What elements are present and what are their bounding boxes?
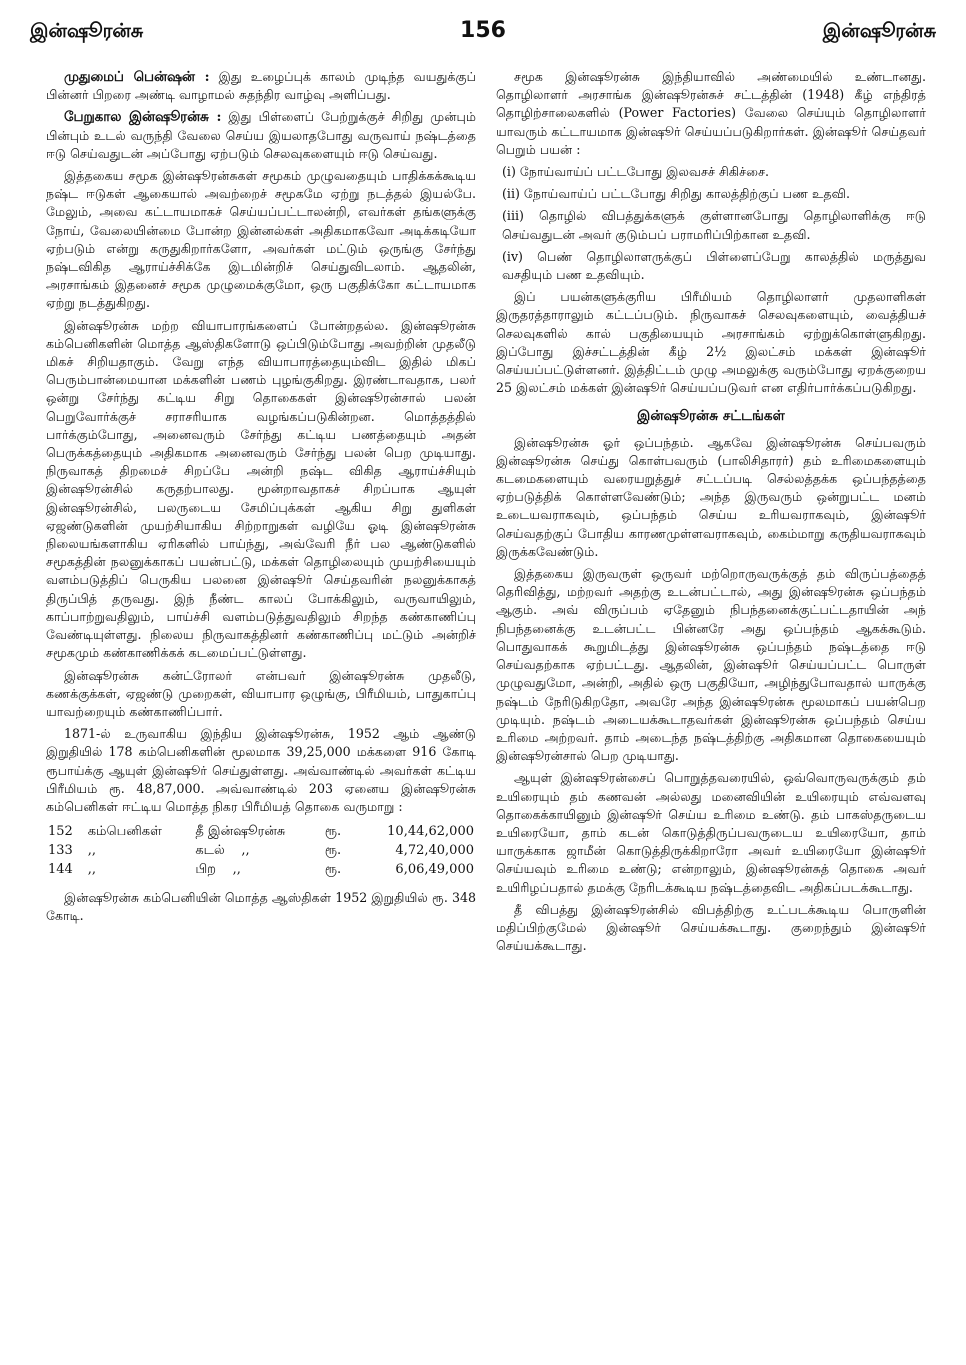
insurance-type: தீ இன்ஷூரன்சு — [195, 824, 286, 840]
benefits-list — [496, 163, 926, 284]
paragraph-contract-formation: இத்தகைய இருவருள் ஒருவர் மற்றொருவருக்குத் தம் விருப்பத்தைத் தெரிவித்து, மற்றவர் அதற்கு உடன்பட்டால், அது இன்ஷூரன்சு ஒப்பந்தம் ஆகும். அவ் விருப்பம் ஏதேனும் நிபந்தனைக்குட்பட்டதாயின் அந் நிபந்தனைக்கு உடன்பட்ட பின்னரே அது ஒப்பந்தம் ஆகக்கூடும். பொதுவாகக் கூறுமிடத்து இன்ஷூரன்சு ஒப்பந்தம் நஷ்டத்தை ஈடு செய்வதற்காக ஏற்பட்டது. ஆதலின், இன்ஷூர் செய்யப்பட்ட பொருள் முழுவதுமோ, அன்றி, அதில் ஒரு பகுதியோ, அழிந்துபோவதால் யாருக்கு நஷ்டம் நேரிடுகிறதோ, அவரே அந்த இன்ஷூரன்சு மூலமாகப் பயன்பெற முடியும். நஷ்டம் அடையக்கூடாதவர்கள் இன்ஷூரன்சு ஒப்பந்தம் செய்ய உரிமை அற்றவர். தாம் அடைந்த நஷ்டத்திற்கு அதிகமான தொகையையும் இன்ஷூரன்சால் பெற முடியாது. — [496, 566, 926, 764]
running-head-right: இன்ஷூரன்சு — [822, 20, 936, 42]
term-maternity-insurance: பேறுகால இன்ஷூரன்சு : — [64, 109, 222, 126]
list-item: (iv) பெண் தொழிலாளருக்குப் பிள்ளைப்பேறு காலத்தில் மருத்துவ வசதியும் பண உதவியும். — [502, 248, 926, 283]
paragraph-fire-insurance: தீ விபத்து இன்ஷூரன்சில் விபத்திற்கு உட்படக்கூடிய பொருளின் மதிப்பிற்குமேல் இன்ஷூர் செய்யக்கூடாது. குறைந்தும் இன்ஷூர் செய்யக்கூடாது. — [496, 901, 926, 954]
company-count: 133 — [48, 843, 73, 859]
paragraph-old-age-pension — [46, 68, 476, 104]
paragraph-insurance-contract: இன்ஷூரன்சு ஓர் ஒப்பந்தம். ஆகவே இன்ஷூரன்சு செய்பவரும் இன்ஷூரன்சு செய்து கொள்பவரும் (பாலிசிதாரர்) தம் உரிமைகளையும் கடமைகளையும் வரையறுத்துச் சட்டப்படி செல்லத்தக்க ஒப்பந்தத்தை ஏற்படுத்திக் கொள்ளவேண்டும்; அந்த இருவரும் ஒன்றுபட்ட மனம் உடையவராகவும், ஒப்பந்தம் செய்ய உரியவராகவும், இன்ஷூர் செய்வதற்குப் போதிய காரணமுள்ளவராகவும், கைம்மாறு கருதியவராகவும் இருக்கவேண்டும். — [496, 434, 926, 559]
insurance-type — [193, 841, 323, 860]
page-number: 156 — [460, 18, 506, 43]
paragraph-premium-sharing: இப் பயன்களுக்குரிய பிரீமியம் தொழிலாளர் முதலாளிகள் இருதரத்தாராலும் கட்டப்படும். நிருவாகச் செலவுகளையும், வைத்தியச் செலவுகளில் கால் பகுதியையும் அரசாங்கம் ஏற்றுக்கொள்ளுகிறது. இப்போது இச்சட்டத்தின் கீழ் 2½ இலட்சம் மக்கள் இன்ஷூர் செய்யப்பட்டுள்ளனர். இத்திட்டம் முழு அமலுக்கு வரும்போது ஏறக்குறைய 25 இலட்சம் மக்கள் இன்ஷூர் செய்யப்படுவர் என எதிர்பார்க்கப்படுகிறது. — [496, 289, 926, 396]
left-column — [46, 68, 476, 1348]
paragraph-indian-insurance-history: 1871-ல் உருவாகிய இந்திய இன்ஷூரன்சு, 1952 ஆம் ஆண்டு இறுதியில் 178 கம்பெனிகளின் மூலமாக 39,25,000 மக்களை 916 கோடி ரூபாய்க்கு ஆயுள் இன்ஷூர் செய்துள்ளது. அவ்வாண்டில் அவர்கள் கட்டிய பிரீமியம் ரூ. 48,87,000. அவ்வாண்டில் 203 ஏனைய இன்ஷூரன்சு கம்பெனிகள் ஈட்டிய மொத்த நிகர பிரீமியத் தொகை வருமாறு : — [46, 726, 476, 814]
running-head-left: இன்ஷூரன்சு — [30, 20, 144, 42]
premium-table — [46, 822, 476, 879]
paragraph-maternity-insurance — [46, 108, 476, 163]
company-label: கம்பெனிகள் — [87, 824, 162, 840]
table-row — [46, 860, 476, 879]
insurance-type-name: பிற — [195, 862, 217, 878]
section-heading: இன்ஷூரன்சு சட்டங்கள் — [637, 408, 785, 425]
term-old-age-pension: முதுமைப் பென்ஷன் : — [64, 69, 210, 85]
paragraph-insurance-controller: இன்ஷூரன்சு கன்ட்ரோலர் என்பவர் இன்ஷூரன்சு முதலீடு, கணக்குக்கள், ஏஜண்டு முறைகள், வியாபார ஒழுங்கு, பிரீமியம், பாதுகாப்பு யாவற்றையும் கண்காணிப்பார். — [46, 667, 476, 719]
ditto-mark: ,, — [232, 862, 241, 878]
table-row — [46, 841, 476, 860]
paragraph-social-insurance: இத்தகைய சமூக இன்ஷூரன்சுகள் சமூகம் முழுவதையும் பாதிக்கக்கூடிய நஷ்ட ஈடுகள் ஆகையால் அவற்றைச் சமூகமே ஏற்று நடத்தல் இயல்பே. மேலும், அவை கட்டாயமாகச் செய்யப்பட்டாலன்றி, எவர்கள் தங்களுக்கு நோய், வேலையின்மை போன்ற இன்னல்கள் அதிகமாகவோ அடிக்கடியோ ஏற்படும் என்று கருதுகிறார்களோ, அவர்கள் மட்டும் ஒருங்கு சேர்ந்து நஷ்டவிகித ஆராய்ச்சிக்கே இடமின்றிச் செய்துவிடலாம். ஆதலின், அரசாங்கம் இதனைச் சமூக முழுமைக்குமோ, ஒரு பகுதிக்கோ கட்டாயமாக ஏற்று நடத்துகிறது. — [46, 168, 476, 311]
rupee-label: ரூ. — [324, 843, 342, 859]
text-maternity-insurance: இது பிள்ளைப் பேற்றுக்குச் சிறிது முன்பும் பின்பும் உடல் வருந்தி வேலை செய்ய இயலாதபோது வருவாய் நஷ்டத்தை ஈடு செய்வதுடன் அப்போது ஏற்படும் செலவுகளையும் ஈடு செய்வது. — [46, 109, 476, 161]
text-old-age-pension: இது உழைப்புக் காலம் முடிந்த வயதுக்குப் பின்னர் பிறரை அண்டி வாழாமல் சுதந்திர வாழ்வு அளிப்பது. — [46, 69, 476, 103]
list-item: (iii) தொழில் விபத்துக்களுக் குள்ளானபோது தொழிலாளிக்கு ஈடு செய்வதுடன் அவர் குடும்பப் பராமரிப்பிற்கான உதவி. — [502, 208, 926, 242]
premium-amount: 6,06,49,000 — [395, 862, 474, 878]
rupee-label: ரூ. — [324, 824, 342, 840]
ditto-mark: ,, — [241, 843, 250, 859]
page-header — [30, 18, 936, 54]
premium-amount: 4,72,40,000 — [395, 843, 474, 859]
right-column — [496, 68, 926, 1348]
company-count: 144 — [48, 862, 73, 878]
list-item: (ii) நோய்வாய்ப் பட்டபோது சிறிது காலத்திற்குப் பண உதவி. — [502, 186, 850, 202]
company-label: ,, — [87, 843, 96, 859]
table-row — [46, 822, 476, 841]
company-label: ,, — [87, 862, 96, 878]
premium-amount: 10,44,62,000 — [387, 824, 474, 840]
paragraph-insurance-business: இன்ஷூரன்சு மற்ற வியாபாரங்களைப் போன்றதல்ல. இன்ஷூரன்சு கம்பெனிகளின் மொத்த ஆஸ்திகளோடு ஒப்பிடும்போது அவற்றின் முதலீடு மிகச் சிறியதாகும். வேறு எந்த வியாபாரத்தையும்விட இதில் மிகப் பெரும்பான்மையான மக்களின் பணம் புழங்குகிறது. இரண்டாவதாக, பலர் ஒன்று சேர்ந்து கட்டிய சிறு தொகைகள் இன்ஷூரன்சால் பலன் பெறுவோர்க்குச் சராசரியாக வழங்கப்படுகின்றன. மொத்தத்தில் பார்க்கும்போது, அனைவரும் சேர்ந்து கட்டிய பணத்தையும் அதன் பெருக்கத்தையும் அதிகமாக அனைவரும் சேர்ந்து பலன் பெற முடியாது. நிருவாகத் திறமைச் சிறப்பே அன்றி நஷ்ட விகித ஆராய்ச்சியும் இன்ஷூரன்சில் கருதற்பாலது. மூன்றாவதாகச் சிறப்பாக ஆயுள் இன்ஷூரன்சில், பலருடைய சேமிப்புக்கள் ஆகிய சிறு துளிகள் ஏஜண்டுகளின் முயற்சியாகிய சிற்றாறுகள் வழியே ஓடி இன்ஷூரன்சு நிலையங்களாகிய ஏரிகளில் பாய்ந்து, அவ்வேரி நீர் பல ஆண்டுகளில் சமூகத்தின் நலனுக்காகப் பயன்பட்டு, மக்கள் தொழிலையும் முயற்சியையும் வளம்படுத்திப் பெருகிய பலனை இன்ஷூர் செய்தவரின் நலனுக்காகத் திருப்பித் தருவது. இந் நீண்ட காலப் போக்கிலும், வருவாயிலும், காப்பாற்றுவதிலும், பாய்ச்சி வளம்படுத்துவதிலும் சிறந்த கண்காணிப்பு வேண்டியுள்ளது. நிலைய நிருவாகத்தினர் கண்காணிப்பு மட்டும் அன்றிச் சமூகமும் கண்காணிக்கக் கடமைப்பட்டுள்ளது. — [46, 317, 476, 661]
paragraph-social-insurance-india: சமூக இன்ஷூரன்சு இந்தியாவில் அண்மையில் உண்டானது. தொழிலாளர் அரசாங்க இன்ஷூரன்சுச் சட்டத்தின் (1948) கீழ் எந்திரத் தொழிற்சாலைகளில் (Power Factories) வேலை செய்யும் தொழிலாளர் யாவரும் கட்டாயமாக இன்ஷூர் செய்யப்படுகிறார்கள். இன்ஷூர் செய்தவர் பெறும் பயன் : — [496, 69, 926, 157]
paragraph-life-insurance: ஆயுள் இன்ஷூரன்சைப் பொறுத்தவரையில், ஒவ்வொருவருக்கும் தம் உயிரையும் தம் கணவன் அல்லது மனைவியின் உயிரையும் எவ்வளவு தொகைக்காயினும் இன்ஷூர் செய்ய உரிமை உண்டு. தம் பாகஸ்தருடைய உயிரையோ, தாம் கடன் கொடுத்திருப்பவருடைய உயிரையோ, தாம் யாருக்காக ஜாமீன் கொடுத்திருக்கிறாரோ அவர் உயிரையோ இன்ஷூர் செய்யவும் உரிமை உண்டு; என்றாலும், இன்ஷூரன்சுத் தொகை அவர் உயிரிழப்பதால் தமக்கு நேரிடக்கூடிய நஷ்டத்தைவிட அதிகப்படக்கூடாது. — [496, 770, 926, 895]
company-count: 152 — [48, 824, 73, 840]
list-item: (i) நோய்வாய்ப் பட்டபோது இலவசச் சிகிச்சை. — [502, 164, 770, 180]
rupee-label: ரூ. — [324, 862, 342, 878]
insurance-type — [193, 860, 323, 879]
insurance-type-name: கடல் — [195, 843, 225, 859]
paragraph-total-assets: இன்ஷூரன்சு கம்பெனியின் மொத்த ஆஸ்திகள் 1952 இறுதியில் ரூ. 348 கோடி. — [46, 890, 476, 924]
